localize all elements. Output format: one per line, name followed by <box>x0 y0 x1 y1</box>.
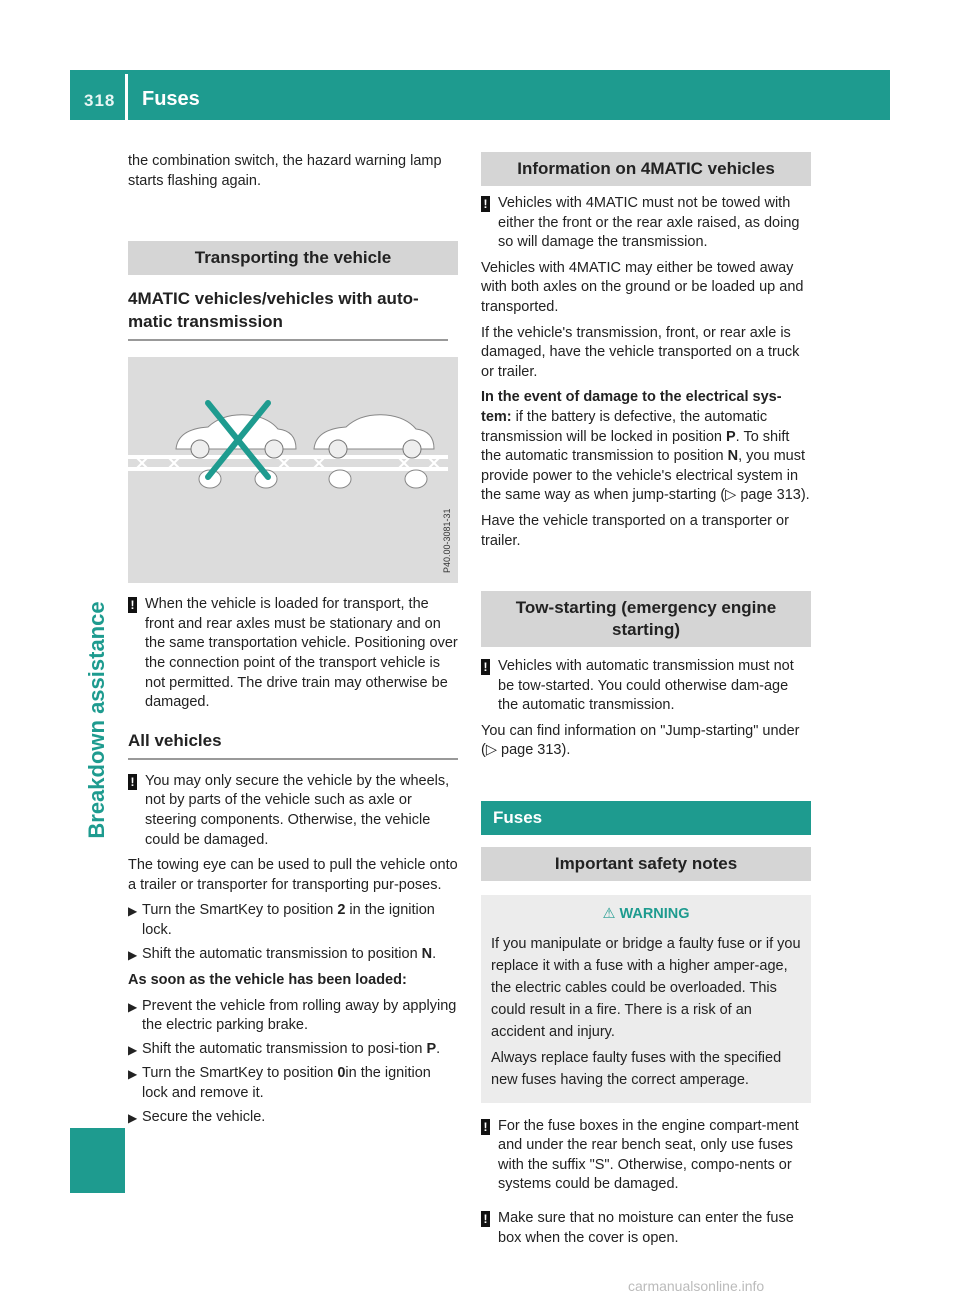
step-secure-vehicle: ▶ Secure the vehicle. <box>128 1108 458 1129</box>
step-parking-brake: ▶ Prevent the vehicle from rolling away by applying the electric parking brake. <box>128 997 458 1036</box>
arrow-right-icon: ▶ <box>128 1110 138 1125</box>
heading-4matic: 4MATIC vehicles/vehicles with auto-matic transmission <box>128 287 448 341</box>
note-4matic <box>481 194 811 253</box>
exclamation-icon: ! <box>481 1119 490 1135</box>
intro-text: the combination switch, the hazard warning lamp starts flashing again. <box>128 153 442 189</box>
section-tow-starting: Tow-starting (emergency engine starting) <box>481 591 811 647</box>
header-divider <box>125 74 128 120</box>
step-shift-p: ▶ Shift the automatic transmission to posi-tion P. <box>128 1040 458 1061</box>
warning-text-2: Always replace faulty fuses with the specified new fuses having the correct amperage. <box>491 1049 782 1088</box>
towing-eye-text: The towing eye can be used to pull the vehicle onto a trailer or transporter for transporting pur-poses. <box>128 857 458 893</box>
section-transporting: Transporting the vehicle <box>128 241 458 275</box>
heading-all-vehicles: All vehicles <box>128 729 458 760</box>
tow-away-text: Vehicles with 4MATIC may either be towed away with both axles on the ground or be loaded up and transported. <box>481 259 804 315</box>
note-secure-text: You may only secure the vehicle by the wheels, not by parts of the vehicle such as axle or steering components. Otherwise, the vehicle could be damaged. <box>145 772 450 848</box>
page-number: 318 <box>84 91 116 110</box>
transport-figure <box>128 357 458 583</box>
transporter-illustration <box>128 357 458 583</box>
note-fusebox-text: For the fuse boxes in the engine compart-ment and under the rear bench seat, only use fuses with the suffix "S". Otherwise, compo-nents or systems could be damaged. <box>498 1117 799 1193</box>
warning-heading: ⚠ WARNING <box>602 906 690 923</box>
page-header <box>70 70 890 120</box>
electrical-text: In the event of damage to the electrical sys-tem: if the battery is defective, the automatic transmission will be locked in position P. To shift the automatic transmission to position N, you must provide power to the vehicle's electrical system in the same way as when jump-starting (▷ page 313). <box>481 389 810 504</box>
header-title: Fuses <box>142 88 200 110</box>
section-safety-notes: Important safety notes <box>481 847 811 881</box>
warning-box <box>481 895 811 1103</box>
step-shift-n: ▶ Shift the automatic transmission to position N. <box>128 945 458 966</box>
left-column <box>128 152 458 1132</box>
arrow-right-icon: ▶ <box>128 999 138 1014</box>
exclamation-icon: ! <box>128 597 137 613</box>
exclamation-icon: ! <box>481 196 490 212</box>
note-transport <box>128 595 458 713</box>
note-moisture-text: Make sure that no moisture can enter the fuse box when the cover is open. <box>498 1210 794 1246</box>
watermark: carmanualsonline.info <box>628 1278 765 1294</box>
damaged-text: If the vehicle's transmission, front, or rear axle is damaged, have the vehicle transported on a truck or trailer. <box>481 324 800 380</box>
arrow-right-icon: ▶ <box>128 904 138 919</box>
arrow-right-icon: ▶ <box>128 1042 138 1057</box>
note-tow-start <box>481 657 811 716</box>
warning-text-1: If you manipulate or bridge a faulty fuse or if you replace it with a fuse with a higher amper-age, the electric cables could be overloaded. This could result in a fire. There is a risk of an accident and injury. <box>491 935 801 1040</box>
exclamation-icon: ! <box>128 774 137 790</box>
step-smartkey-2: ▶ Turn the SmartKey to position 2 in the ignition lock. <box>128 901 458 940</box>
side-tab-marker <box>70 1128 125 1193</box>
side-tab <box>70 120 125 1195</box>
note-transport-text: When the vehicle is loaded for transport, the front and rear axles must be stationary and on the same transportation vehicle. Positioning over the connection point of the transport vehicle is not permitted. The drive train may otherwise be damaged. <box>145 596 458 711</box>
transporter-text: Have the vehicle transported on a transporter or trailer. <box>481 512 789 549</box>
arrow-right-icon: ▶ <box>128 1067 138 1082</box>
warning-triangle-icon: ⚠ <box>602 906 616 923</box>
arrow-right-icon: ▶ <box>128 947 138 962</box>
section-fuses: Fuses <box>481 801 811 835</box>
exclamation-icon: ! <box>481 1211 490 1227</box>
right-column <box>481 152 811 1254</box>
section-4matic-info: Information on 4MATIC vehicles <box>481 152 811 186</box>
side-tab-label: Breakdown assistance <box>84 601 109 839</box>
figure-code: P40.00-3081-31 <box>442 508 452 574</box>
note-tow-start-text: Vehicles with automatic transmission must not be tow-started. You could otherwise dam-age the automatic transmission. <box>498 658 794 714</box>
note-fusebox <box>481 1117 811 1195</box>
loaded-heading: As soon as the vehicle has been loaded: <box>128 972 407 989</box>
note-secure <box>128 772 458 850</box>
step-smartkey-0: ▶ Turn the SmartKey to position 0in the ignition lock and remove it. <box>128 1064 458 1103</box>
exclamation-icon: ! <box>481 659 490 675</box>
note-4matic-text: Vehicles with 4MATIC must not be towed with either the front or the rear axle raised, as doing so will damage the transmission. <box>498 195 800 251</box>
jump-start-text: You can find information on "Jump-starting" under (▷ page 313). <box>481 722 800 759</box>
note-moisture <box>481 1209 811 1248</box>
